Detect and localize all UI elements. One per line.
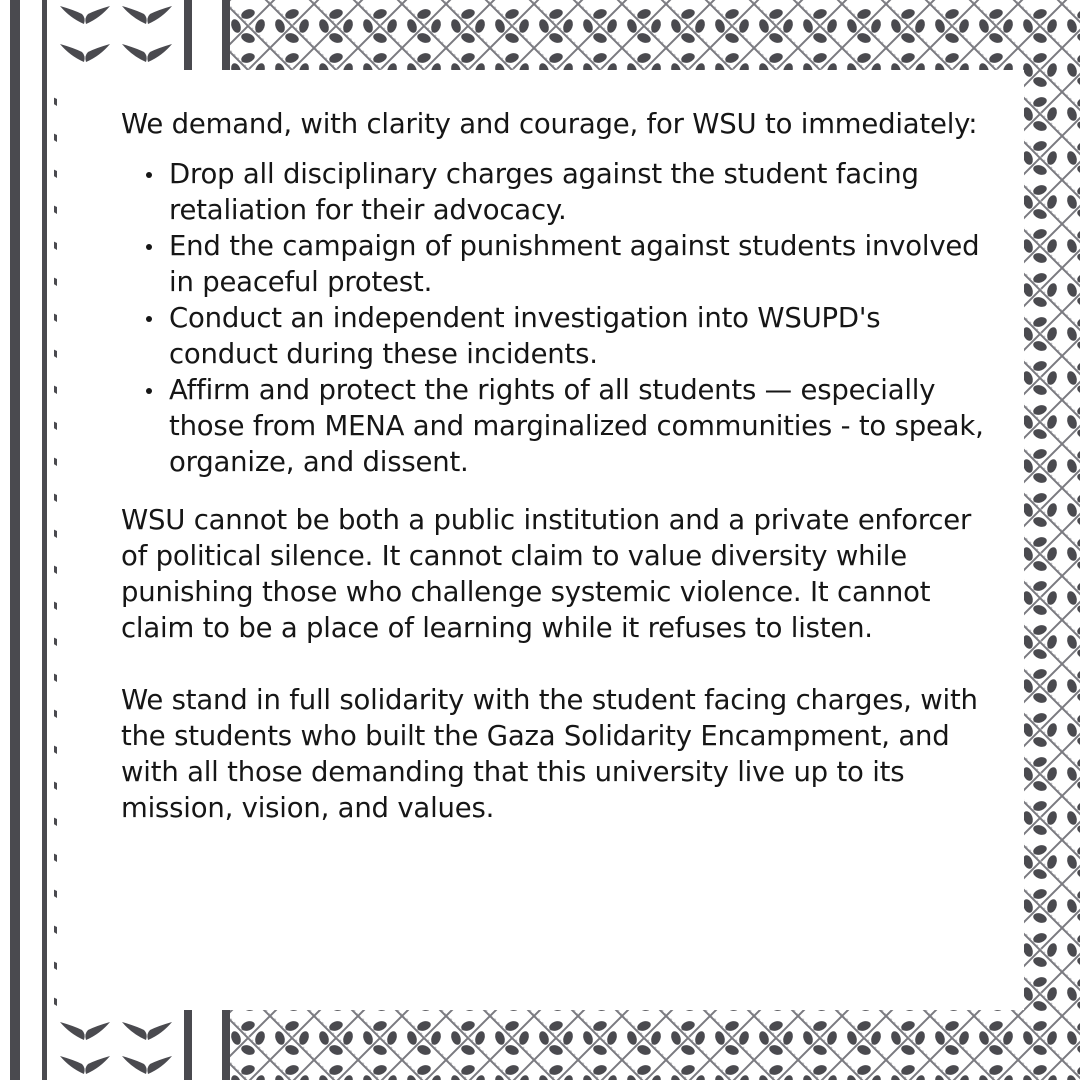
statement-card xyxy=(84,70,1024,1010)
demand-item: Drop all disciplinary charges against the student facing retaliation for their advocacy. xyxy=(169,156,984,228)
demand-item: End the campaign of punishment against students involved in peaceful protest. xyxy=(169,228,984,300)
statement-intro: We demand, with clarity and courage, for WSU to immediately: xyxy=(121,108,978,140)
demands-list xyxy=(121,156,984,480)
statement-paragraph-1: WSU cannot be both a public institution and a private enforcer of political silence. It cannot claim to value diversity while punishing those who challenge systemic violence. It cannot claim to be a place of learning while it refuses to listen. xyxy=(121,504,972,644)
demand-item: Conduct an independent investigation into WSUPD's conduct during these incidents. xyxy=(169,300,984,372)
statement-paragraph-2: We stand in full solidarity with the student facing charges, with the students who built the Gaza Solidarity Encampment, and with all those demanding that this university live up to its mission, vision, and values. xyxy=(121,684,978,824)
demand-item: Affirm and protect the rights of all students — especially those from MENA and marginalized communities - to speak, organize, and dissent. xyxy=(169,374,984,478)
